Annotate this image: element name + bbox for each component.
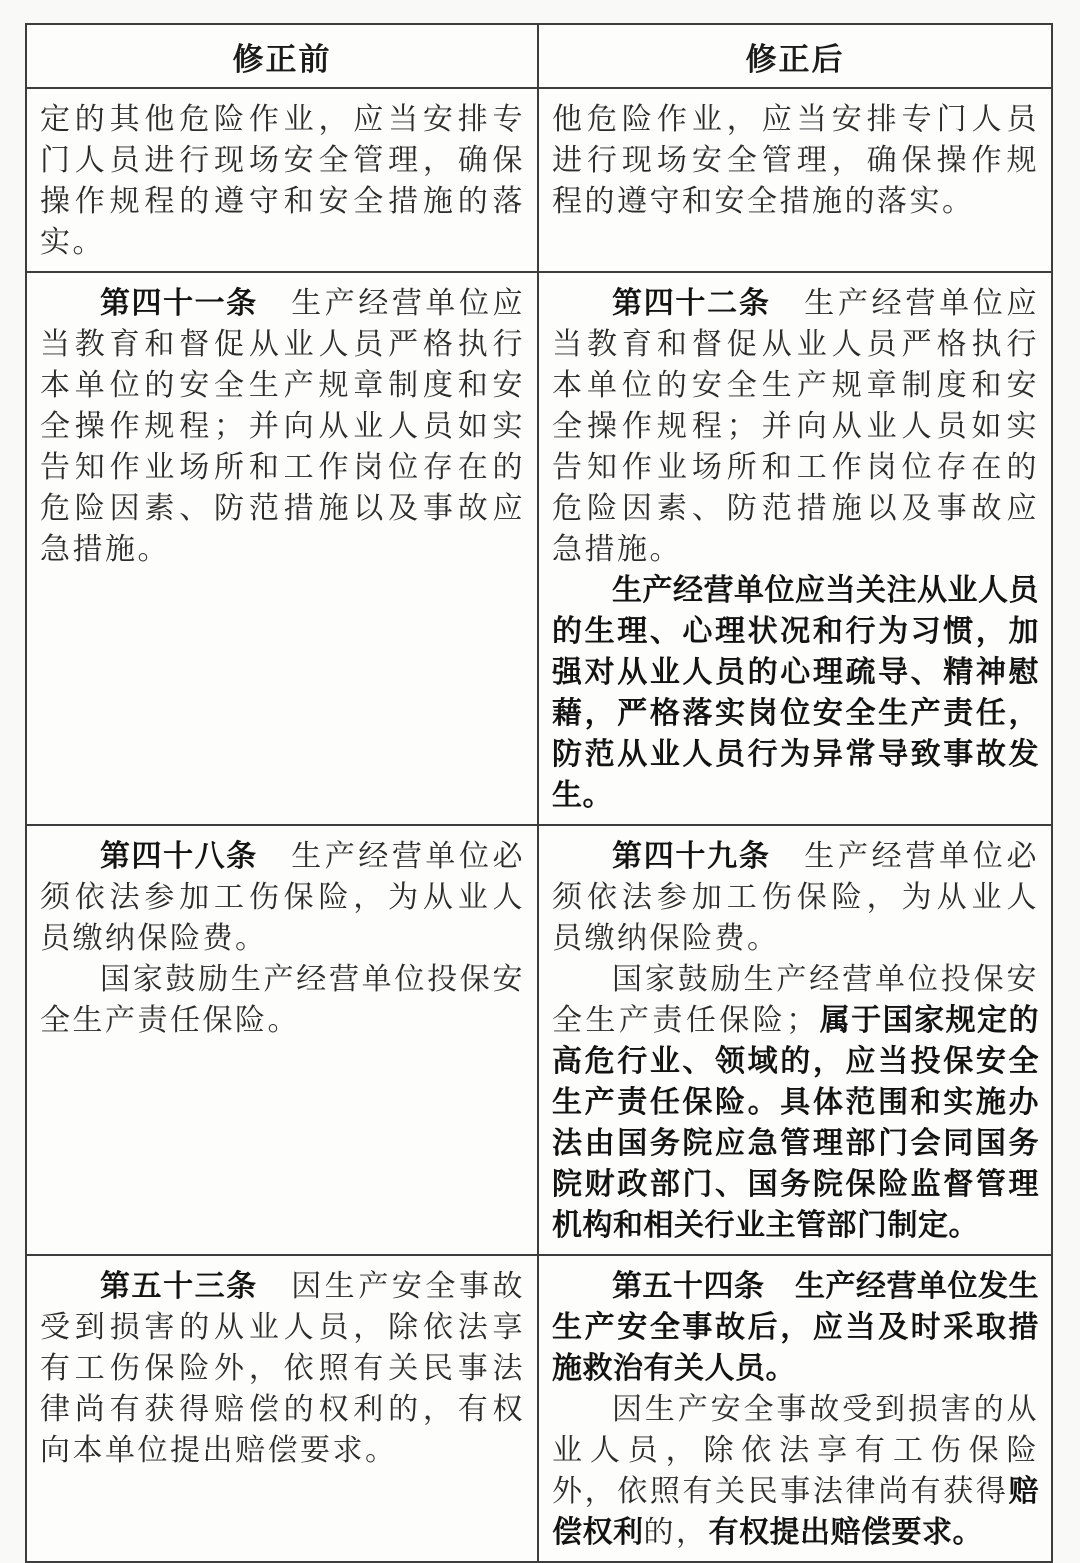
emphasized-text: 第五十三条: [100, 1270, 258, 1303]
body-text: 国家鼓励生产经营单位投保安全生产责任保险；: [552, 963, 1039, 1037]
column-header-after-label: 修正后: [745, 41, 845, 77]
body-text: 定的其他危险作业，应当安排专门人员进行现场安全管理，确保操作规程的遵守和安全措施的落实。: [40, 103, 525, 259]
body-text: 生产经营单位必须依法参加工伤保险，为从业人员缴纳保险费。: [40, 840, 526, 955]
paragraph: [40, 1266, 525, 1471]
emphasized-text: 第四十八条: [100, 840, 258, 873]
body-text: 生产经营单位必须依法参加工伤保险，为从业人员缴纳保险费。: [552, 840, 1040, 955]
cell-after: [539, 273, 1051, 824]
cell-before: [27, 273, 539, 824]
cell-before: [27, 89, 539, 271]
cell-before: [27, 1256, 539, 1561]
body-text: 生产经营单位应当教育和督促从业人员严格执行本单位的安全生产规章制度和安全操作规程；并向从业人员如实告知作业场所和工作岗位存在的危险因素、防范措施以及事故应急措施。: [40, 287, 526, 566]
emphasized-text: 赔偿权利: [552, 1475, 1039, 1549]
table-row: [27, 271, 1051, 824]
cell-after: [539, 1256, 1051, 1561]
table-row: [27, 87, 1051, 271]
body-text: 生产经营单位应当教育和督促从业人员严格执行本单位的安全生产规章制度和安全操作规程；并向从业人员如实告知作业场所和工作岗位存在的危险因素、防范措施以及事故应急措施。: [552, 287, 1040, 566]
paragraph: [552, 570, 1039, 816]
paragraph: [40, 99, 525, 263]
body-text: 的，: [643, 1516, 709, 1549]
column-header-before: [27, 25, 539, 87]
paragraph: [40, 959, 525, 1041]
cell-before: [27, 826, 539, 1254]
table-row: [27, 824, 1051, 1254]
paragraph: [552, 836, 1039, 959]
paragraph: [552, 99, 1039, 222]
body-text: 他危险作业，应当安排专门人员进行现场安全管理，确保操作规程的遵守和安全措施的落实。: [552, 103, 1039, 218]
table-header-row: [27, 25, 1051, 87]
cell-after: [539, 89, 1051, 271]
table-row: [27, 1254, 1051, 1561]
paragraph: [552, 283, 1039, 570]
body-text: 因生产安全事故受到损害的从业人员，除依法享有工伤保险外，依照有关民事法律尚有获得赔偿的权利的，有权向本单位提出赔偿要求。: [40, 1270, 526, 1467]
body-text: 国家鼓励生产经营单位投保安全生产责任保险。: [40, 963, 525, 1037]
emphasized-text: 属于国家规定的高危行业、领域的，应当投保安全生产责任保险。具体范围和实施办法由国务院应急管理部门会同国务院财政部门、国务院保险监督管理机构和相关行业主管部门制定。: [552, 1004, 1039, 1242]
paragraph: [40, 283, 525, 570]
emphasized-text: 第四十九条: [612, 840, 771, 873]
paragraph: [40, 836, 525, 959]
paragraph: [552, 959, 1039, 1246]
cell-after: [539, 826, 1051, 1254]
paragraph: [552, 1389, 1039, 1553]
paragraph: [552, 1266, 1039, 1389]
emphasized-text: 第四十一条: [100, 287, 258, 320]
emphasized-text: 有权提出赔偿要求。: [708, 1516, 983, 1549]
emphasized-text: 第四十二条: [612, 287, 771, 320]
emphasized-text: 生产经营单位应当关注从业人员的生理、心理状况和行为习惯，加强对从业人员的心理疏导、精神慰藉，严格落实岗位安全生产责任，防范从业人员行为异常导致事故发生。: [552, 574, 1039, 812]
column-header-after: [539, 25, 1051, 87]
amendment-comparison-table: [25, 23, 1053, 1563]
body-text: 因生产安全事故受到损害的从业人员，除依法享有工伤保险外，依照有关民事法律尚有获得: [552, 1393, 1039, 1508]
emphasized-text: 第五十四条 生产经营单位发生生产安全事故后，应当及时采取措施救治有关人员。: [552, 1270, 1039, 1385]
column-header-before-label: 修正前: [232, 41, 332, 77]
